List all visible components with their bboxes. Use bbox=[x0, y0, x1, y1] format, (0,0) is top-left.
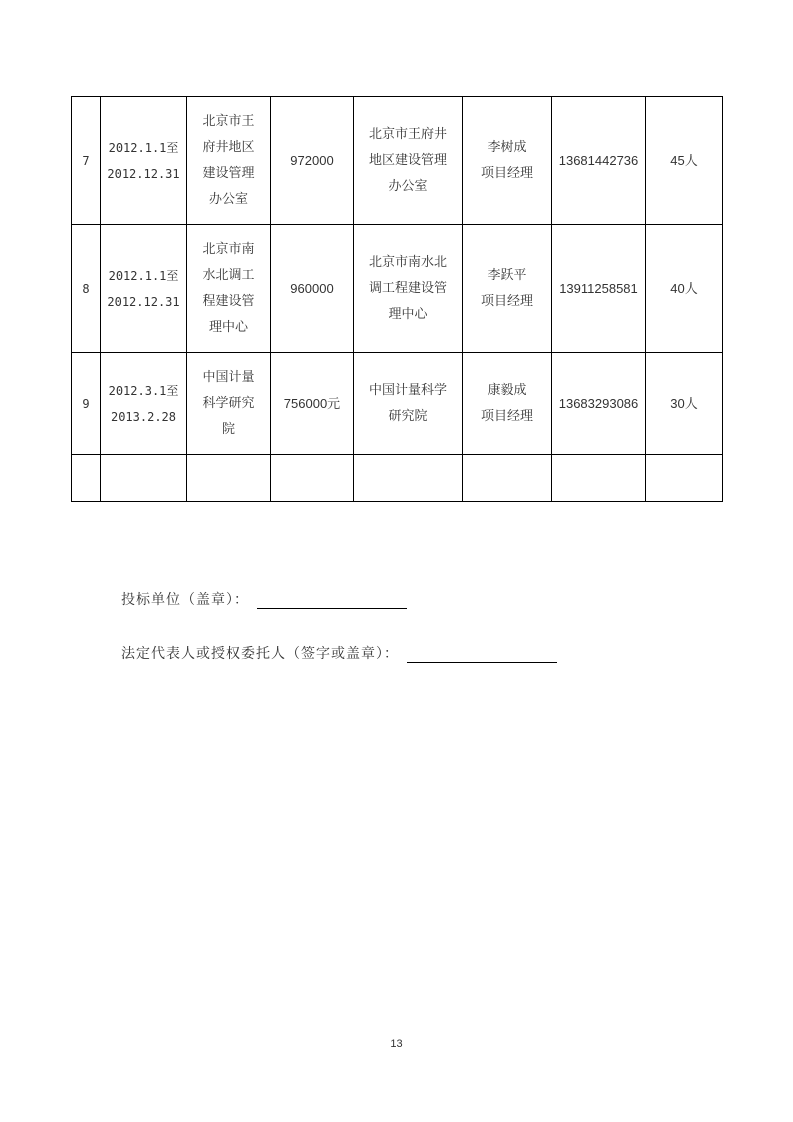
table-row-empty bbox=[72, 455, 723, 502]
client-name: 北京市南 水北调工 程建设管 理中心 bbox=[187, 225, 271, 353]
row-index: 7 bbox=[72, 97, 101, 225]
contract-amount: 756000元 bbox=[271, 353, 354, 455]
bidder-seal-blank bbox=[257, 592, 407, 609]
empty-cell bbox=[552, 455, 646, 502]
representative-label: 法定代表人或授权委托人（签字或盖章）： bbox=[121, 646, 399, 662]
table-row bbox=[72, 225, 723, 353]
service-period: 2012.1.1至 2012.12.31 bbox=[101, 97, 187, 225]
client-name: 中国计量 科学研究 院 bbox=[187, 353, 271, 455]
page-number: 13 bbox=[390, 1038, 403, 1050]
bidder-signature-line bbox=[121, 589, 407, 609]
contact-person: 李树成 项目经理 bbox=[463, 97, 552, 225]
contact-phone: 13911258581 bbox=[552, 225, 646, 353]
empty-cell bbox=[463, 455, 552, 502]
contact-person: 康毅成 项目经理 bbox=[463, 353, 552, 455]
staff-count: 45人 bbox=[646, 97, 723, 225]
contract-amount: 972000 bbox=[271, 97, 354, 225]
row-index: 8 bbox=[72, 225, 101, 353]
table-row bbox=[72, 353, 723, 455]
table-row bbox=[72, 97, 723, 225]
contact-phone: 13681442736 bbox=[552, 97, 646, 225]
bidder-label: 投标单位（盖章）： bbox=[121, 592, 249, 608]
contact-unit: 北京市王府井 地区建设管理 办公室 bbox=[354, 97, 463, 225]
staff-count: 30人 bbox=[646, 353, 723, 455]
client-name: 北京市王 府井地区 建设管理 办公室 bbox=[187, 97, 271, 225]
service-period: 2012.1.1至 2012.12.31 bbox=[101, 225, 187, 353]
row-index: 9 bbox=[72, 353, 101, 455]
project-records-table bbox=[71, 96, 723, 502]
empty-cell bbox=[187, 455, 271, 502]
representative-signature-line bbox=[121, 643, 557, 663]
contact-person: 李跃平 项目经理 bbox=[463, 225, 552, 353]
service-period: 2012.3.1至 2013.2.28 bbox=[101, 353, 187, 455]
empty-cell bbox=[101, 455, 187, 502]
representative-signature-blank bbox=[407, 646, 557, 663]
empty-cell bbox=[354, 455, 463, 502]
contract-amount: 960000 bbox=[271, 225, 354, 353]
staff-count: 40人 bbox=[646, 225, 723, 353]
contact-unit: 北京市南水北 调工程建设管 理中心 bbox=[354, 225, 463, 353]
contact-unit: 中国计量科学 研究院 bbox=[354, 353, 463, 455]
empty-cell bbox=[72, 455, 101, 502]
empty-cell bbox=[271, 455, 354, 502]
empty-cell bbox=[646, 455, 723, 502]
contact-phone: 13683293086 bbox=[552, 353, 646, 455]
